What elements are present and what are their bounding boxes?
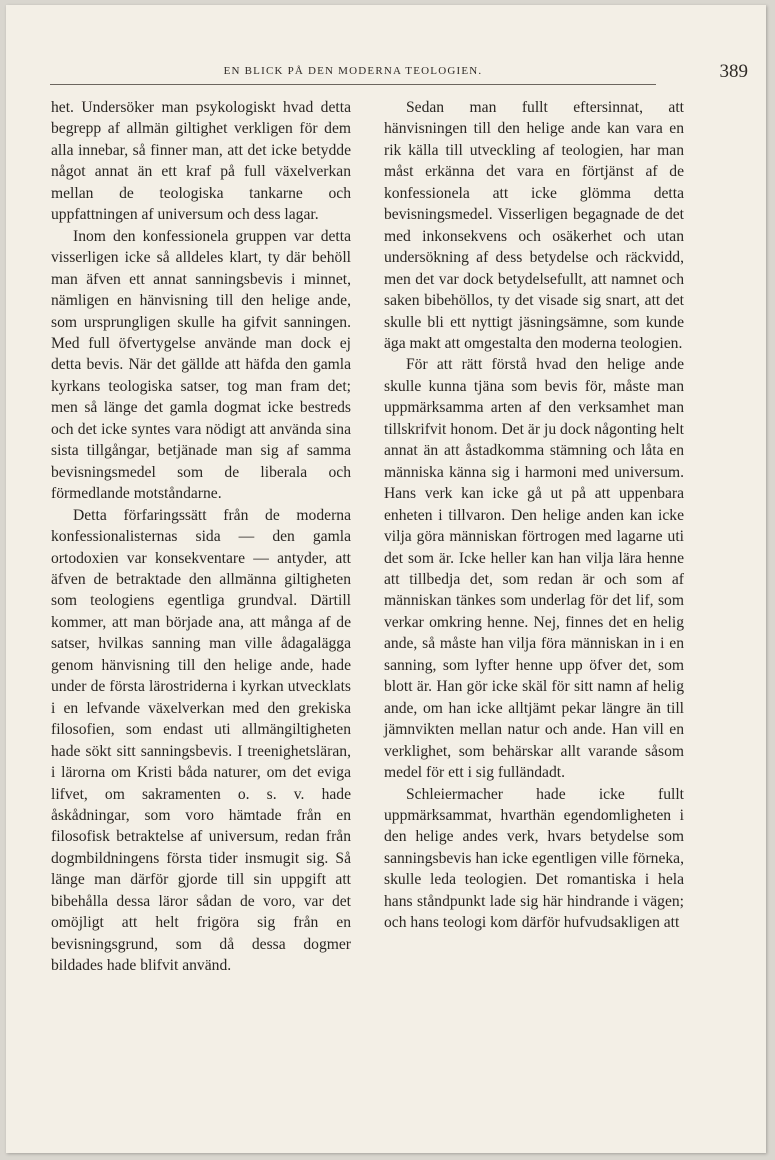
page-header <box>50 61 748 85</box>
book-page <box>6 5 766 1153</box>
paragraph: het. Undersöker man psykologiskt hvad detta begrepp af allmän giltighet verkligen för dem alla innebar, så finner man, att det icke betydde något annat än ett kraf på full växelverkan mellan de teologiska tankarne och uppfattningen af universum och dess lagar. <box>51 99 351 224</box>
header-rule <box>50 84 656 85</box>
paragraph: Detta förfaringssätt från de moderna konfessionalisternas sida — den gamla ortodoxien var konsekventare — antyder, att äfven de betraktade den allmänna giltigheten som teologiens egentliga grundval. Därtill kommer, att man började ana, att många af de satser, hvilkas sanning man ville ådagalägga genom hänvisning till den helige ande, hade under de första lärostriderna i kyrkan utvecklats i en lefvande växelverkan med den grekiska filosofien, som endast uti allmängiltigheten hade sökt sitt sanningsbevis. I treenighetsläran, i lärorna om Kristi båda naturer, om det eviga lifvet, om sakramenten o. s. v. hade åskådningar, som voro hämtade från en filosofisk betraktelse af universum, redan från dogmbildningens första tider insmugit sig. Så länge man därför gjorde till sin uppgift att bibehålla dessa läror sådan de voro, var det omöjligt att helt frigöra sig från en bevisningsgrund, som då dessa dogmer bildades hade blifvit använd. <box>51 506 351 975</box>
paragraph: Inom den konfessionela gruppen var detta visserligen icke så alldeles klart, ty där behöll man äfven ett annat sanningsbevis i minnet, nämligen en hänvisning till den helige ande, som ursprungligen skulle ha gifvit sanningen. Med full öfvertygelse använde man dock ej detta bevis. När det gällde att häfda den gamla kyrkans teologiska satser, tog man fram det; men så länge det gamla dogmat icke bestreds och det icke syntes vara nödigt att använda sina sista tillgångar, betjänade man sig af samma bevisningsmedel som de liberala och förmedlande motståndarne. <box>51 227 351 503</box>
left-column <box>51 97 351 977</box>
page-number: 389 <box>719 61 748 82</box>
paragraph: Sedan man fullt eftersinnat, att hänvisningen till den helige ande kan vara en rik källa till utveckling af teologien, har man måst erkänna det vara en förtjänst af de konfessionela att icke glömma detta bevisningsmedel. Visserligen begagnade de det med inkonsekvens och osäkerhet och utan undersökning af dess betydelse och räckvidd, men det var dock betydelsefullt, att namnet och saken bibehöllos, ty det visade sig snart, att det skulle bli ett nyttigt jäsningsämne, som kunde äga makt att omgestalta den moderna teologien. <box>384 99 684 352</box>
running-head: EN BLICK PÅ DEN MODERNA TEOLOGIEN. <box>223 65 483 77</box>
paragraph: För att rätt förstå hvad den helige ande skulle kunna tjäna som bevis för, måste man uppmärksamma arten af den verksamhet man tillskrifvit honom. Det är ju dock någonting helt annat än att åstadkomma stämning och låta en människa känna sig i harmoni med universum. Hans verk kan icke gå ut på att uppenbara enheten i tillvaron. Den helige anden kan icke vilja göra människan förtrogen med lagarne uti det som är. Icke heller kan han vilja lära henne att tillbedja det, som redan är och som af människan tänkes som underlag för det lif, som verkar omkring henne. Nej, finnes det en helig ande, så måste han vilja föra människan in i en sanning, som lyfter henne upp öfver det, som blott är. Han gör icke skäl för sitt namn af helig ande, om han icke alltjämt pekar längre än till jämnvikten mellan natur och ande. Han vill en verklighet, som behärskar allt varande såsom medel för ett i sig fulländadt. <box>384 356 684 782</box>
right-column <box>384 97 684 934</box>
paragraph: Schleiermacher hade icke fullt uppmärksammat, hvarthän egendomligheten i den helige andes verk, hvars betydelse som sanningsbevis han icke egentligen ville förneka, skulle leda teologien. Det romantiska i hela hans ståndpunkt lade sig här hindrande i vägen; och hans teologi kom därför hufvudsakligen att <box>384 785 684 932</box>
